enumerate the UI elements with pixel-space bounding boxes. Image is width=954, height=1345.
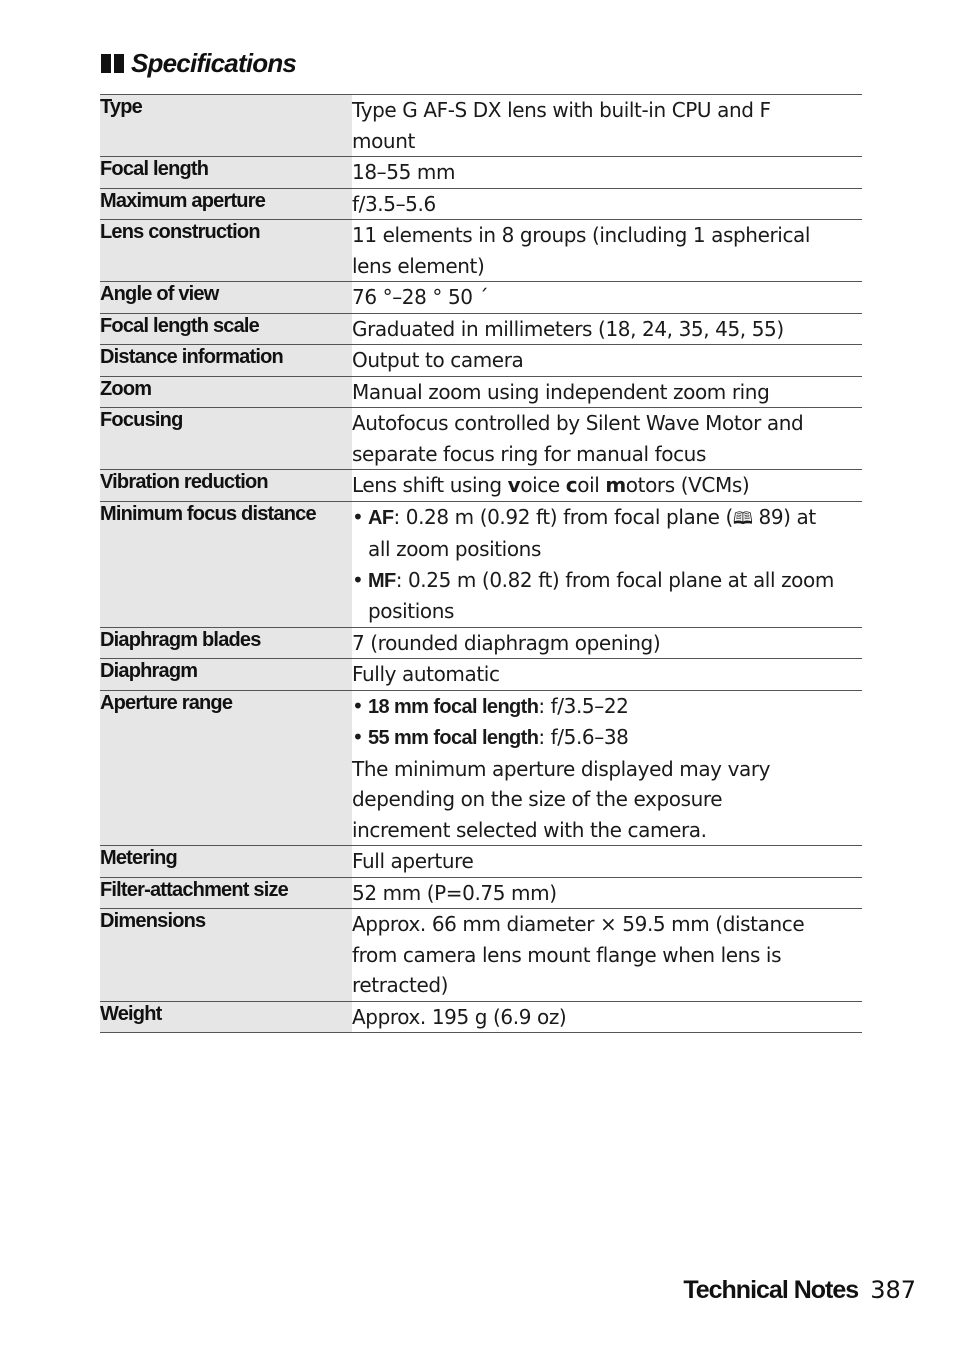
spec-value: Output to camera xyxy=(352,348,524,372)
spec-label: Metering xyxy=(100,846,352,878)
spec-label: Diaphragm xyxy=(100,659,352,691)
page-footer xyxy=(683,1276,916,1305)
spec-value: Lens shift using voice coil motors (VCMs) xyxy=(352,473,750,497)
spec-value: Graduated in millimeters (18, 24, 35, 45, 55) xyxy=(352,316,784,341)
bullet-icon: • xyxy=(352,725,364,749)
spec-value: Approx. 195 g (6.9 oz) xyxy=(352,1004,567,1029)
spec-label: Aperture range xyxy=(100,690,352,846)
table-row xyxy=(100,157,862,189)
spec-label: Focal length xyxy=(100,157,352,189)
table-row xyxy=(100,627,862,659)
spec-value: Type G AF-S DX lens with built-in CPU and F mount xyxy=(352,98,771,153)
book-icon: 🕮 xyxy=(732,508,753,529)
spec-label: Dimensions xyxy=(100,909,352,1002)
table-row xyxy=(100,690,862,846)
table-row xyxy=(100,846,862,878)
spec-label: Type xyxy=(100,95,352,157)
table-row xyxy=(100,877,862,909)
table-row xyxy=(100,188,862,220)
table-row xyxy=(100,220,862,282)
list-item: • MF: 0.25 m (0.82 ft) from focal plane at all zoom positions xyxy=(352,565,862,627)
spec-label: Focusing xyxy=(100,408,352,470)
spec-value: f/3.5–5.6 xyxy=(352,191,436,216)
spec-value: 18–55 mm xyxy=(352,160,456,184)
bullet-icon: • xyxy=(352,693,364,718)
table-row xyxy=(100,376,862,408)
bullet-icon: • xyxy=(352,567,364,592)
footer-section-title: Technical Notes xyxy=(683,1276,859,1304)
spec-value: Approx. 66 mm diameter × 59.5 mm (distance from camera lens mount flange when lens is retracted) xyxy=(352,912,805,997)
spec-label: Filter-attachment size xyxy=(100,877,352,909)
spec-label: Diaphragm blades xyxy=(100,627,352,659)
bullet-icon: • xyxy=(352,504,364,529)
spec-label: Distance information xyxy=(100,345,352,377)
spec-label: Lens construction xyxy=(100,220,352,282)
table-row xyxy=(100,282,862,314)
spec-value: 11 elements in 8 groups (including 1 aspherical lens element) xyxy=(352,223,811,278)
spec-label: Minimum focus distance xyxy=(100,501,352,627)
spec-label: Zoom xyxy=(100,376,352,408)
heading-marker-icon xyxy=(101,54,124,73)
section-heading xyxy=(101,48,296,79)
specifications-table xyxy=(100,94,862,1033)
spec-value: 7 (rounded diaphragm opening) xyxy=(352,630,661,655)
spec-label: Maximum aperture xyxy=(100,188,352,220)
spec-label: Focal length scale xyxy=(100,313,352,345)
spec-label: Weight xyxy=(100,1001,352,1033)
table-row xyxy=(100,909,862,1002)
table-row xyxy=(100,345,862,377)
spec-label: Vibration reduction xyxy=(100,470,352,502)
table-row xyxy=(100,501,862,627)
table-row xyxy=(100,1001,862,1033)
spec-value: Autofocus controlled by Silent Wave Motor and separate focus ring for manual focus xyxy=(352,411,804,466)
spec-value: Fully automatic xyxy=(352,662,500,686)
table-row xyxy=(100,313,862,345)
spec-value: 76 °–28 ° 50 ´ xyxy=(352,285,489,309)
spec-value xyxy=(352,501,862,627)
list-item: • 18 mm focal length: f/3.5–22 xyxy=(352,691,862,723)
spec-value: Full aperture xyxy=(352,849,474,873)
list-item: • AF: 0.28 m (0.92 ft) from focal plane (🕮 89) at all zoom positions xyxy=(352,502,862,565)
table-row xyxy=(100,408,862,470)
spec-value: 52 mm (P=0.75 mm) xyxy=(352,880,557,905)
list-item: • 55 mm focal length: f/5.6–38 xyxy=(352,722,862,754)
page-number: 387 xyxy=(870,1276,916,1304)
heading-title: Specifications xyxy=(131,48,297,78)
spec-value: Manual zoom using independent zoom ring xyxy=(352,379,770,404)
spec-value: • 18 mm focal length: f/3.5–22 • 55 mm focal length: f/5.6–38 The minimum aperture displayed may vary depending on the size of the exposure increment selected with the camera. xyxy=(352,690,862,846)
table-row xyxy=(100,470,862,502)
table-row xyxy=(100,95,862,157)
table-row xyxy=(100,659,862,691)
spec-label: Angle of view xyxy=(100,282,352,314)
